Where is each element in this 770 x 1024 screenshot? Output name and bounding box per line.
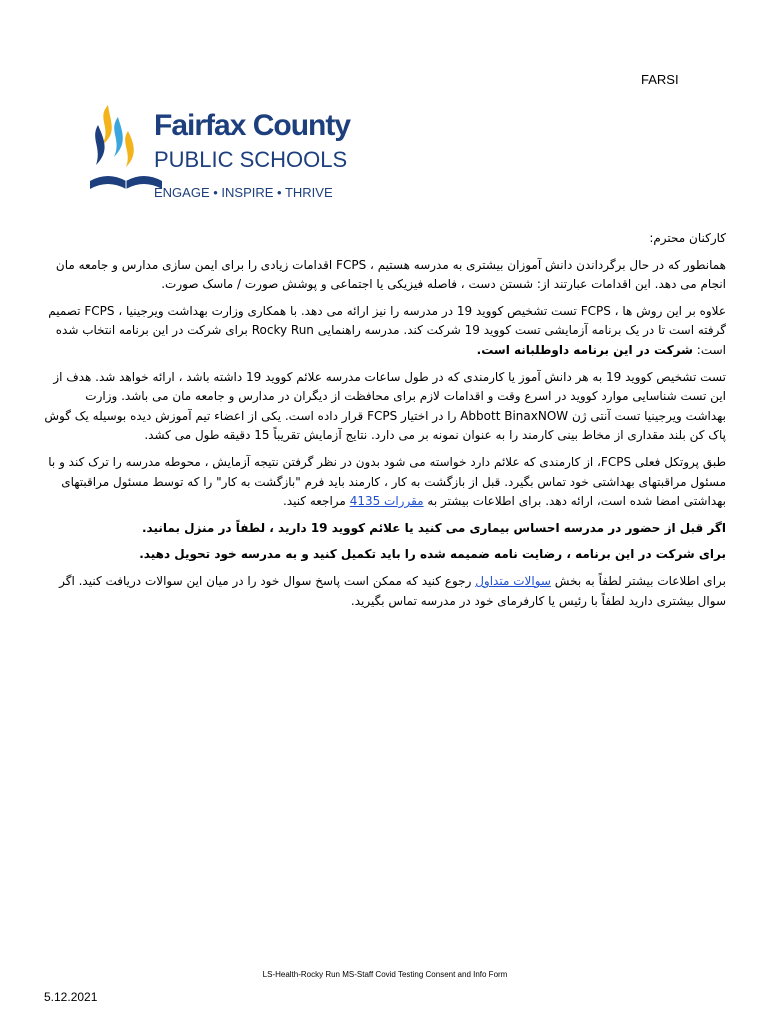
paragraph-2-bold: شرکت در این برنامه داوطلبانه است.: [476, 342, 693, 357]
paragraph-3: تست تشخیص کووید 19 به هر دانش آموز یا کارمندی که در طول ساعات مدرسه علائم کووید 19 داشته باشد ، ارائه خواهد شد. هدف از این تست شناسایی موارد کووید در اسرع وقت و اقدامات لازم برای محافظت از دیگران در مدارس و جامعه مان می باشد. وزارت بهداشت ویرجینیا تست آنتی ژن Abbott BinaxNOW را در اختیار FCPS قرار داده است. یکی از اعضاء تیم آموزش دیده بوسیله یک گوش پاک کن بلند مقداری از مخاط بینی کارمند را به عنوان نمونه بر می دارد. نتایج آزمایش تقریباً 15 دقیقه طول می کشد.: [44, 369, 726, 443]
logo-line1: Fairfax County: [154, 109, 351, 142]
paragraph-7-end: رجوع کنید که ممکن است پاسخ سوال خود را در میان این سوالات دریافت کنید. اگر سوال بیشتری دارید لطفاً با رئیس یا کارفرمای خود در مدرسه تماس بگیرید.: [59, 573, 726, 608]
paragraph-6: برای شرکت در این برنامه ، رضایت نامه ضمیمه شده را باید تکمیل کنید و به مدرسه خود تحویل دهید.: [139, 547, 726, 562]
letter-greeting: کارکنان محترم:: [649, 231, 726, 245]
paragraph-4-text: طبق پروتکل فعلی FCPS، از کارمندی که علائم دارد خواسته می شود بدون در نظر گرفتن نتیجه آزمایش ، محوطه مدرسه را ترک کند و با مسئول مراقبتهای بهداشتی خود تماس بگیرد. قبل از بازگشت به کار ، کارمند باید فرم "بازگشت به کار" را که توسط مسئول مراقبتهای بهداشتی امضا شده است، ارائه دهد. برای اطلاعات بیشتر به: [48, 454, 726, 509]
faq-link[interactable]: سوالات متداول: [475, 573, 551, 588]
form-name: LS-Health-Rocky Run MS-Staff Covid Testing Consent and Info Form: [262, 970, 508, 979]
paragraph-4: [44, 453, 726, 512]
document-date: 5.12.2021: [44, 990, 98, 1004]
fcps-logo: [88, 95, 351, 207]
paragraph-2-text: علاوه بر این روش ها ، FCPS تست تشخیص کووید 19 در مدرسه را نیز ارائه می دهد. با همکاری وزارت بهداشت ویرجینیا ، FCPS تصمیم گرفته است تا در یک برنامه آزمایشی تست کووید 19 شرکت کند. مدرسه راهنمایی Rocky Run برای شرکت در این برنامه انتخاب شده است:: [48, 303, 726, 357]
paragraph-1: همانطور که در حال برگرداندن دانش آموزان بیشتری به مدرسه هستیم ، FCPS اقدامات زیادی را برای ایمن سازی مدارس و جامعه مان انجام می دهد. این اقدامات عبارتند از: شستن دست ، فاصله فیزیکی یا اجتماعی و پوشش صورت / ماسک صورت.: [55, 257, 726, 292]
regulation-4135-link[interactable]: مقررات 4135: [349, 494, 424, 509]
logo-line3: ENGAGE • INSPIRE • THRIVE: [154, 185, 333, 200]
language-label: FARSI: [641, 72, 679, 87]
paragraph-7: [44, 572, 726, 611]
paragraph-5-text: اگر قبل از حضور در مدرسه احساس بیماری می کنید یا علائم کووید 19 دارید ،: [269, 520, 726, 535]
paragraph-7-text: برای اطلاعات بیشتر لطفاً به بخش: [554, 573, 726, 588]
paragraph-4-end: مراجعه کنید.: [282, 494, 346, 509]
paragraph-5-bold: لطفاً در منزل بمانید.: [142, 520, 266, 535]
logo-line2: PUBLIC SCHOOLS: [154, 147, 348, 172]
letter-body: [44, 229, 726, 618]
paragraph-5: [44, 519, 726, 539]
fcps-logo-graphic: [88, 95, 351, 207]
paragraph-2: [44, 302, 726, 361]
